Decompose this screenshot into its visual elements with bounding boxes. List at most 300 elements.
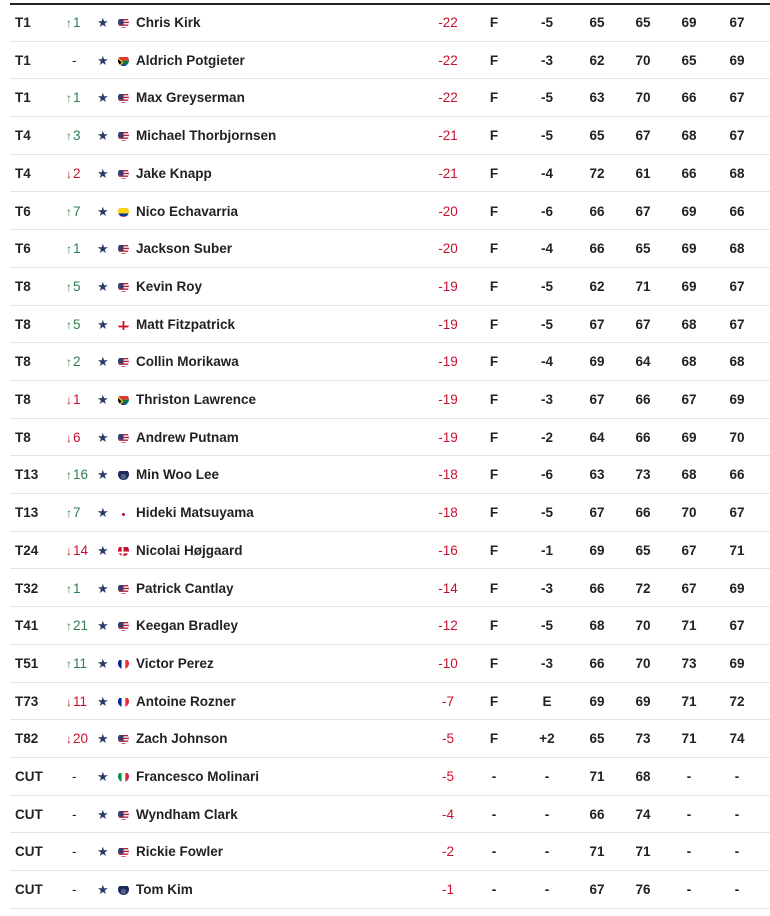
player-name[interactable]: Keegan Bradley: [136, 618, 239, 634]
leaderboard-row[interactable]: [10, 42, 770, 80]
total-to-par: -20: [438, 241, 458, 257]
round-2-score: 67: [635, 203, 651, 219]
movement-arrow-icon: ↑: [66, 317, 72, 332]
round-2-score: 61: [635, 165, 651, 181]
round-4-score: 71: [729, 542, 745, 558]
thru: F: [489, 693, 499, 709]
today-score: -5: [540, 90, 553, 106]
favorite-star-icon[interactable]: ★: [97, 90, 109, 106]
movement-arrow-icon: ↓: [66, 694, 72, 709]
today-score: -5: [540, 278, 553, 294]
round-4-score: 67: [729, 618, 745, 634]
movement-value: 11: [73, 693, 88, 709]
favorite-star-icon[interactable]: ★: [97, 769, 109, 784]
round-4-score: -: [734, 769, 740, 784]
favorite-star-icon[interactable]: ★: [97, 655, 109, 671]
leaderboard-row[interactable]: [10, 833, 770, 871]
favorite-star-icon[interactable]: ★: [97, 542, 109, 558]
player-name[interactable]: Francesco Molinari: [136, 769, 260, 784]
round-1-score: 71: [589, 844, 605, 860]
today-score: -6: [540, 203, 553, 219]
player-name[interactable]: Nico Echavarria: [136, 203, 239, 219]
country-flag-icon: [118, 620, 129, 631]
movement-value: 3: [73, 128, 81, 144]
player-name[interactable]: Matt Fitzpatrick: [136, 316, 236, 332]
round-1-score: 63: [589, 467, 605, 483]
round-2-score: 66: [635, 392, 651, 407]
round-3-score: -: [686, 882, 692, 898]
country-flag-icon: [118, 394, 129, 405]
round-3-score: -: [686, 844, 692, 860]
round-3-score: 68: [681, 316, 697, 332]
today-score: -4: [540, 241, 553, 257]
thru: F: [489, 392, 499, 407]
favorite-star-icon[interactable]: ★: [97, 316, 109, 332]
round-3-score: 67: [681, 580, 697, 596]
today-score: +2: [539, 731, 555, 747]
thru: F: [489, 731, 499, 747]
thru: F: [489, 90, 499, 106]
position: T1: [15, 52, 31, 68]
movement-arrow-icon: ↑: [66, 204, 72, 219]
country-flag-icon: [118, 130, 129, 141]
round-4-score: -: [734, 806, 740, 822]
total-to-par: -5: [441, 731, 454, 747]
movement-arrow-icon: ↑: [66, 506, 72, 521]
leaderboard-row[interactable]: [10, 381, 770, 419]
movement-value: -: [72, 882, 77, 898]
country-flag-icon: [118, 356, 129, 367]
today-score: -: [544, 844, 550, 860]
round-4-score: 67: [729, 278, 745, 294]
favorite-star-icon[interactable]: ★: [97, 165, 109, 181]
round-3-score: 66: [681, 165, 697, 181]
round-2-score: 76: [635, 882, 651, 898]
round-1-score: 72: [589, 165, 605, 181]
country-flag-icon: [118, 168, 129, 179]
today-score: -4: [540, 354, 553, 370]
favorite-star-icon[interactable]: ★: [97, 429, 109, 445]
round-4-score: 74: [729, 731, 745, 747]
round-3-score: 67: [681, 392, 697, 407]
round-1-score: 71: [589, 769, 605, 784]
round-2-score: 71: [635, 278, 651, 294]
player-name[interactable]: Rickie Fowler: [136, 844, 224, 860]
player-name[interactable]: Hideki Matsuyama: [136, 505, 254, 521]
favorite-star-icon[interactable]: ★: [97, 505, 109, 521]
round-2-score: 68: [635, 769, 651, 784]
round-3-score: 68: [681, 354, 697, 370]
movement-value: -: [72, 844, 77, 860]
movement-value: 1: [73, 392, 81, 407]
round-1-score: 69: [589, 693, 605, 709]
favorite-star-icon[interactable]: ★: [97, 392, 109, 407]
total-to-par: -12: [438, 618, 458, 634]
today-score: -3: [540, 392, 553, 407]
round-1-score: 62: [589, 52, 605, 68]
position: T8: [15, 354, 31, 370]
movement-value: 16: [73, 467, 89, 483]
country-flag-icon: [118, 92, 129, 103]
leaderboard-row[interactable]: [10, 117, 770, 155]
country-flag-icon: [118, 206, 129, 217]
position: T8: [15, 392, 31, 407]
favorite-star-icon[interactable]: ★: [97, 806, 109, 822]
round-4-score: 69: [729, 392, 745, 407]
thru: F: [489, 203, 499, 219]
round-4-score: 69: [729, 52, 745, 68]
total-to-par: -1: [441, 882, 454, 898]
total-to-par: -22: [438, 90, 458, 106]
movement-arrow-icon: ↑: [66, 355, 72, 370]
round-3-score: 65: [681, 52, 697, 68]
today-score: -3: [540, 52, 553, 68]
favorite-star-icon[interactable]: ★: [97, 731, 109, 747]
position: T32: [15, 580, 39, 596]
movement-arrow-icon: ↑: [66, 129, 72, 144]
round-3-score: 69: [681, 241, 697, 257]
round-1-score: 62: [589, 278, 605, 294]
player-name[interactable]: Michael Thorbjornsen: [136, 128, 277, 144]
movement-value: 2: [73, 354, 81, 370]
movement-value: 5: [73, 316, 81, 332]
round-2-score: 73: [635, 467, 651, 483]
leaderboard-row[interactable]: [10, 494, 770, 532]
thru: F: [489, 278, 499, 294]
thru: F: [489, 241, 499, 257]
movement-value: 2: [73, 165, 81, 181]
thru: F: [489, 165, 499, 181]
leaderboard-row[interactable]: [10, 645, 770, 683]
country-flag-icon: [118, 696, 129, 707]
player-name[interactable]: Aldrich Potgieter: [136, 52, 245, 68]
round-1-score: 65: [589, 15, 605, 30]
position: T73: [15, 693, 39, 709]
total-to-par: -16: [438, 542, 458, 558]
round-1-score: 65: [589, 128, 605, 144]
round-2-score: 74: [635, 806, 651, 822]
position: CUT: [15, 844, 43, 860]
round-2-score: 73: [635, 731, 651, 747]
player-name[interactable]: Chris Kirk: [136, 15, 201, 30]
thru: F: [489, 580, 499, 596]
round-3-score: -: [686, 806, 692, 822]
leaderboard-row[interactable]: [10, 306, 770, 344]
round-3-score: 70: [681, 505, 697, 521]
leaderboard-row[interactable]: [10, 268, 770, 306]
round-2-score: 67: [635, 316, 651, 332]
leaderboard-row[interactable]: [10, 871, 770, 909]
today-score: -: [544, 882, 550, 898]
round-1-score: 63: [589, 90, 605, 106]
country-flag-icon: [118, 469, 129, 480]
round-1-score: 67: [589, 392, 605, 407]
favorite-star-icon[interactable]: ★: [97, 844, 109, 860]
leaderboard-row[interactable]: [10, 758, 770, 796]
movement-value: 21: [73, 618, 89, 634]
movement-arrow-icon: ↓: [66, 732, 72, 747]
player-name[interactable]: Wyndham Clark: [136, 806, 238, 822]
today-score: -: [544, 769, 550, 784]
movement-value: -: [72, 769, 77, 784]
round-1-score: 66: [589, 203, 605, 219]
movement-value: 1: [73, 15, 81, 30]
movement-arrow-icon: ↓: [66, 393, 72, 407]
round-2-score: 71: [635, 844, 651, 860]
leaderboard-row[interactable]: [10, 155, 770, 193]
player-name[interactable]: Kevin Roy: [136, 278, 203, 294]
total-to-par: -21: [438, 128, 458, 144]
today-score: -5: [540, 316, 553, 332]
today-score: -3: [540, 655, 553, 671]
thru: -: [491, 769, 497, 784]
round-2-score: 72: [635, 580, 651, 596]
leaderboard-row[interactable]: [10, 419, 770, 457]
position: T24: [15, 542, 39, 558]
movement-value: 6: [73, 429, 81, 445]
round-4-score: -: [734, 844, 740, 860]
leaderboard-row[interactable]: [10, 532, 770, 570]
thru: F: [489, 128, 499, 144]
position: T1: [15, 15, 31, 30]
round-2-score: 70: [635, 618, 651, 634]
position: T4: [15, 165, 31, 181]
round-3-score: 69: [681, 15, 697, 30]
movement-value: 1: [73, 580, 81, 596]
round-4-score: 69: [729, 580, 745, 596]
round-2-score: 66: [635, 429, 651, 445]
total-to-par: -5: [441, 769, 454, 784]
today-score: E: [542, 693, 552, 709]
player-name[interactable]: Victor Perez: [136, 655, 214, 671]
round-4-score: -: [734, 882, 740, 898]
round-3-score: 73: [681, 655, 697, 671]
round-4-score: 68: [729, 241, 745, 257]
player-name[interactable]: Min Woo Lee: [136, 467, 219, 483]
favorite-star-icon[interactable]: ★: [97, 693, 109, 709]
round-2-score: 64: [635, 354, 651, 370]
player-name[interactable]: Nicolai Højgaard: [136, 542, 243, 558]
round-4-score: 67: [729, 128, 745, 144]
round-1-score: 65: [589, 731, 605, 747]
position: T8: [15, 429, 31, 445]
round-3-score: 67: [681, 542, 697, 558]
position: CUT: [15, 882, 43, 898]
round-4-score: 70: [729, 429, 745, 445]
movement-value: -: [72, 52, 77, 68]
round-1-score: 66: [589, 580, 605, 596]
thru: F: [489, 354, 499, 370]
country-flag-icon: [118, 545, 129, 556]
position: T41: [15, 618, 39, 634]
country-flag-icon: [118, 771, 129, 782]
round-3-score: 66: [681, 90, 697, 106]
total-to-par: -14: [438, 580, 458, 596]
movement-arrow-icon: ↑: [66, 581, 72, 596]
player-name[interactable]: Max Greyserman: [136, 90, 245, 106]
total-to-par: -18: [438, 467, 458, 483]
country-flag-icon: [118, 432, 129, 443]
today-score: -6: [540, 467, 553, 483]
total-to-par: -20: [438, 203, 458, 219]
movement-value: 20: [73, 731, 89, 747]
thru: F: [489, 429, 499, 445]
player-name[interactable]: Zach Johnson: [136, 731, 228, 747]
position: T8: [15, 316, 31, 332]
position: T51: [15, 655, 39, 671]
favorite-star-icon[interactable]: ★: [97, 467, 109, 483]
round-4-score: 67: [729, 505, 745, 521]
favorite-star-icon[interactable]: ★: [97, 618, 109, 634]
favorite-star-icon[interactable]: ★: [97, 354, 109, 370]
favorite-star-icon[interactable]: ★: [97, 580, 109, 596]
thru: F: [489, 505, 499, 521]
position: T82: [15, 731, 39, 747]
thru: -: [491, 844, 497, 860]
favorite-star-icon[interactable]: ★: [97, 128, 109, 144]
round-2-score: 65: [635, 241, 651, 257]
thru: F: [489, 655, 499, 671]
movement-arrow-icon: ↑: [66, 242, 72, 257]
round-4-score: 68: [729, 165, 745, 181]
thru: F: [489, 467, 499, 483]
movement-value: 7: [73, 203, 81, 219]
leaderboard-row[interactable]: [10, 79, 770, 117]
thru: F: [489, 618, 499, 634]
thru: F: [489, 316, 499, 332]
round-4-score: 66: [729, 203, 745, 219]
player-name[interactable]: Andrew Putnam: [136, 429, 239, 445]
total-to-par: -2: [441, 844, 454, 860]
round-1-score: 64: [589, 429, 605, 445]
country-flag-icon: [118, 809, 129, 820]
today-score: -: [544, 806, 550, 822]
round-2-score: 70: [635, 655, 651, 671]
round-1-score: 67: [589, 882, 605, 898]
leaderboard-row[interactable]: [10, 343, 770, 381]
leaderboard-row[interactable]: [10, 607, 770, 645]
round-2-score: 67: [635, 128, 651, 144]
position: T4: [15, 128, 31, 144]
movement-value: 5: [73, 278, 81, 294]
movement-arrow-icon: ↓: [66, 166, 72, 181]
round-4-score: 67: [729, 15, 745, 30]
round-3-score: 71: [681, 731, 697, 747]
round-1-score: 67: [589, 316, 605, 332]
player-name[interactable]: Antoine Rozner: [136, 693, 236, 709]
country-flag-icon: [118, 658, 129, 669]
today-score: -5: [540, 505, 553, 521]
round-2-score: 70: [635, 52, 651, 68]
position: CUT: [15, 769, 43, 784]
favorite-star-icon[interactable]: ★: [97, 52, 109, 68]
player-name[interactable]: Thriston Lawrence: [136, 392, 257, 407]
movement-value: 1: [73, 90, 81, 106]
thru: F: [489, 52, 499, 68]
today-score: -1: [540, 542, 553, 558]
today-score: -5: [540, 128, 553, 144]
round-1-score: 69: [589, 542, 605, 558]
country-flag-icon: [118, 846, 129, 857]
leaderboard-row[interactable]: [10, 230, 770, 268]
round-1-score: 69: [589, 354, 605, 370]
country-flag-icon: [118, 583, 129, 594]
today-score: -3: [540, 580, 553, 596]
position: T1: [15, 90, 31, 106]
round-1-score: 68: [589, 618, 605, 634]
movement-arrow-icon: ↑: [66, 91, 72, 106]
round-3-score: 69: [681, 278, 697, 294]
favorite-star-icon[interactable]: ★: [97, 882, 109, 898]
total-to-par: -19: [438, 278, 458, 294]
total-to-par: -18: [438, 505, 458, 521]
leaderboard-row[interactable]: [10, 4, 770, 42]
round-2-score: 66: [635, 505, 651, 521]
movement-value: -: [72, 806, 77, 822]
total-to-par: -19: [438, 429, 458, 445]
round-1-score: 67: [589, 505, 605, 521]
total-to-par: -21: [438, 165, 458, 181]
total-to-par: -19: [438, 354, 458, 370]
round-4-score: 69: [729, 655, 745, 671]
round-4-score: 67: [729, 316, 745, 332]
round-3-score: 69: [681, 203, 697, 219]
player-name[interactable]: Patrick Cantlay: [136, 580, 234, 596]
movement-value: 1: [73, 241, 81, 257]
country-flag-icon: [118, 884, 129, 895]
leaderboard-row[interactable]: [10, 796, 770, 834]
round-2-score: 65: [635, 15, 651, 30]
player-name[interactable]: Collin Morikawa: [136, 354, 239, 370]
round-4-score: 66: [729, 467, 745, 483]
movement-arrow-icon: ↓: [66, 430, 72, 445]
thru: F: [489, 15, 499, 30]
round-2-score: 70: [635, 90, 651, 106]
leaderboard-row[interactable]: [10, 720, 770, 758]
round-3-score: 71: [681, 618, 697, 634]
total-to-par: -10: [438, 655, 458, 671]
position: T13: [15, 505, 39, 521]
favorite-star-icon[interactable]: ★: [97, 278, 109, 294]
position: T8: [15, 278, 31, 294]
total-to-par: -22: [438, 15, 458, 30]
player-name[interactable]: Tom Kim: [136, 882, 193, 898]
round-1-score: 66: [589, 241, 605, 257]
favorite-star-icon[interactable]: ★: [97, 203, 109, 219]
leaderboard-row[interactable]: [10, 570, 770, 608]
today-score: -4: [540, 165, 553, 181]
position: CUT: [15, 806, 43, 822]
total-to-par: -7: [441, 693, 454, 709]
thru: -: [491, 806, 497, 822]
today-score: -5: [540, 15, 553, 30]
round-1-score: 66: [589, 655, 605, 671]
favorite-star-icon[interactable]: ★: [97, 15, 109, 30]
country-flag-icon: [118, 319, 129, 330]
round-4-score: 72: [729, 693, 745, 709]
round-2-score: 69: [635, 693, 651, 709]
favorite-star-icon[interactable]: ★: [97, 241, 109, 257]
round-3-score: 71: [681, 693, 697, 709]
leaderboard-row[interactable]: [10, 683, 770, 721]
player-name[interactable]: Jackson Suber: [136, 241, 233, 257]
country-flag-icon: [118, 243, 129, 254]
player-name[interactable]: Jake Knapp: [136, 165, 212, 181]
position: T13: [15, 467, 39, 483]
leaderboard-row[interactable]: [10, 193, 770, 231]
movement-value: 14: [73, 542, 89, 558]
leaderboard-row[interactable]: [10, 456, 770, 494]
